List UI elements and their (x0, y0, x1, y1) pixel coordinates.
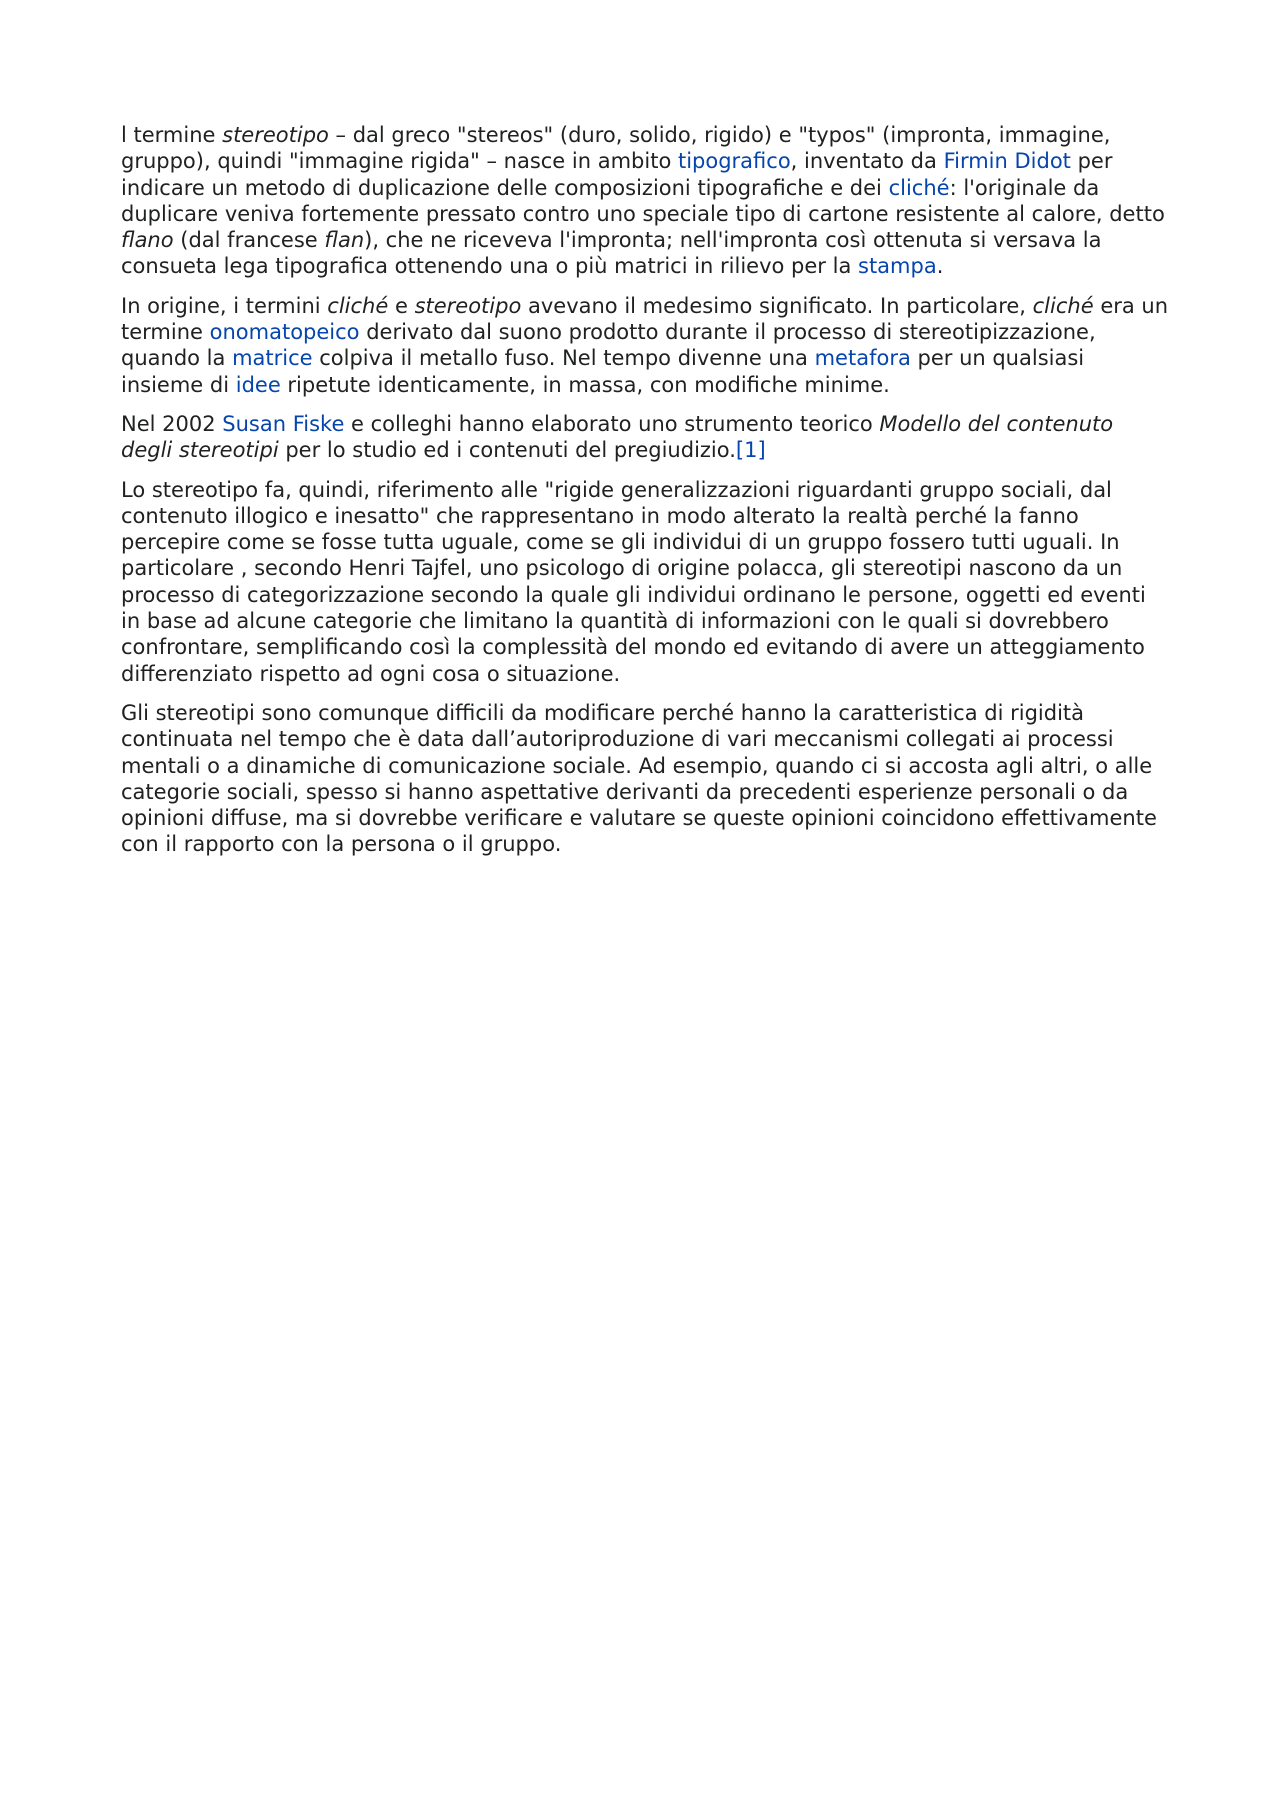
link-stampa[interactable]: stampa (858, 254, 937, 279)
text-run: per un qualsiasi insieme di (121, 346, 1085, 397)
link-matrice[interactable]: matrice (232, 346, 313, 371)
text-run: ), che ne riceveva l'impronta; nell'impronta così ottenuta si versava la consueta lega tipografica ottenendo una o più matrici in rilievo per la (121, 228, 1102, 279)
italic-term: stereotipo (414, 293, 522, 318)
link-onomatopeico[interactable]: onomatopeico (209, 320, 360, 345)
text-run: e (388, 293, 415, 318)
text-run: , inventato da (790, 149, 944, 174)
paragraph-rigidity: Gli stereotipi sono comunque difficili da modificare perché hanno la caratteristica di rigidità continuata nel tempo che è data dall’autoriproduzione di vari meccanismi collegati ai processi mentali o a dinamiche di comunicazione sociale. Ad esempio, quando ci si accosta agli altri, o alle categorie sociali, spesso si hanno aspettative derivanti da precedenti esperienze personali o da opinioni diffuse, ma si dovrebbe verificare e valutare se queste opinioni coincidono effettivamente con il rapporto con la persona o il gruppo. (121, 700, 1157, 857)
paragraph-origin (121, 293, 1171, 398)
paragraph-tajfel: Lo stereotipo fa, quindi, riferimento alle "rigide generalizzazioni riguardanti gruppo sociali, dal contenuto illogico e inesatto" che rappresentano in modo alterato la realtà perché la fanno percepire come se fosse tutta uguale, come se gli individui di un gruppo fossero tutti uguali. In particolare , secondo Henri Tajfel, uno psicologo di origine polacca, gli stereotipi nascono da un processo di categorizzazione secondo la quale gli individui ordinano le persone, oggetti ed eventi in base ad alcune categorie che limitano la quantità di informazioni con le quali si dovrebbero confrontare, semplificando così la complessità del mondo ed evitando di avere un atteggiamento differenziato rispetto ad ogni cosa o situazione. (121, 477, 1146, 686)
text-run: per lo studio ed i contenuti del pregiudizio. (278, 438, 736, 463)
italic-term: cliché (327, 293, 389, 318)
text-run: avevano il medesimo significato. In particolare, (521, 293, 1033, 318)
paragraph-fiske-model (121, 411, 1171, 464)
italic-term: Modello del contenuto degli stereotipi (121, 411, 1114, 463)
text-run: derivato dal suono prodotto durante il processo di stereotipizzazione, quando la (121, 320, 1096, 371)
link-cliche[interactable]: cliché (888, 175, 950, 200)
link-susan-fiske[interactable]: Susan Fiske (222, 411, 345, 436)
text-run: colpiva il metallo fuso. Nel tempo divenne una (312, 346, 815, 371)
text-run: : l'originale da duplicare veniva fortemente pressato contro uno speciale tipo di cartone resistente al calore, detto (121, 175, 1165, 226)
text-run: – dal greco "stereos" (duro, solido, rigido) e "typos" (impronta, immagine, gruppo), quindi "immagine rigida" – nasce in ambito (121, 123, 1111, 174)
text-run: per indicare un metodo di duplicazione delle composizioni tipografiche e dei (121, 149, 1113, 200)
italic-term: cliché (1032, 293, 1094, 318)
paragraph-etymology (121, 122, 1171, 280)
article-body (121, 122, 1171, 871)
link-idee[interactable]: idee (235, 372, 281, 397)
citation-link-1[interactable]: [1] (735, 438, 766, 463)
text-run: e colleghi hanno elaborato uno strumento teorico (344, 411, 880, 436)
link-metafora[interactable]: metafora (814, 346, 911, 371)
link-firmin-didot[interactable]: Firmin Didot (943, 149, 1071, 174)
text-run: l termine (121, 123, 223, 147)
text-run: . (936, 254, 944, 279)
italic-term: flan (324, 228, 365, 253)
text-run: Nel 2002 (121, 411, 223, 436)
link-tipografico[interactable]: tipografico (677, 149, 791, 174)
text-run: ripetute identicamente, in massa, con modifiche minime. (280, 372, 890, 397)
text-run: In origine, i termini (121, 293, 328, 318)
italic-term: stereotipo (222, 123, 329, 147)
text-run: era un termine (121, 293, 1169, 345)
italic-term: flano (121, 228, 174, 253)
text-run: (dal francese (173, 228, 325, 253)
